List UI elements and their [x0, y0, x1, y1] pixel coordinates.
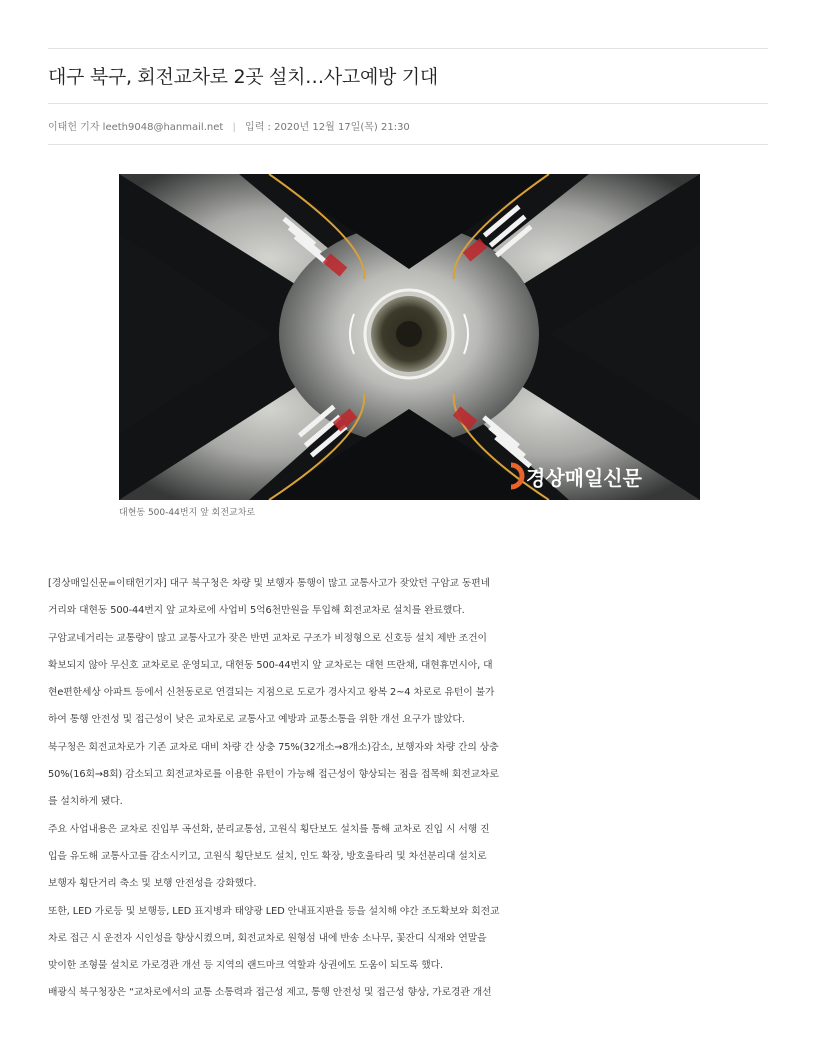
- publish-date: 입력 : 2020년 12월 17일(목) 21:30: [245, 122, 410, 133]
- body-line: 보행자 횡단거리 축소 및 보행 안전성을 강화했다.: [48, 878, 257, 890]
- body-line: 50%(16회→8회) 감소되고 회전교차로를 이용한 유턴이 가능해 접근성이 향상되는 점을 접목해 회전교차로: [48, 769, 499, 781]
- body-line: 입을 유도해 교통사고를 감소시키고, 고원식 횡단보도 설치, 인도 확장, 방호울타리 및 차선분리대 설치로: [48, 850, 487, 862]
- reporter-name: 이태헌 기자: [48, 122, 100, 133]
- body-line: 또한, LED 가로등 및 보행등, LED 표지병과 태양광 LED 안내표지판을 등을 설치해 야간 조도확보와 회전교: [48, 905, 500, 917]
- article-title: 대구 북구, 회전교차로 2곳 설치…사고예방 기대: [48, 66, 438, 88]
- photo-caption: 대현동 500-44번지 앞 회전교차로: [119, 508, 256, 518]
- roundabout-aerial-image: [119, 174, 700, 500]
- watermark-text: 경상매일신문: [526, 466, 642, 490]
- body-line: 차로 접근 시 운전자 시인성을 향상시켰으며, 회전교차로 원형섬 내에 반송 소나무, 꽃잔디 식재와 연말을: [48, 932, 487, 944]
- reporter-email[interactable]: leeth9048@hanmail.net: [102, 122, 224, 133]
- byline: [48, 118, 410, 133]
- body-line: 맞이한 조형물 설치로 가로경관 개선 등 지역의 랜드마크 역할과 상권에도 도움이 되도록 했다.: [48, 960, 444, 972]
- article-photo: [119, 174, 700, 500]
- body-line: 구암교네거리는 교통량이 많고 교통사고가 잦은 반면 교차로 구조가 비정형으로 신호등 설치 제반 조건이: [48, 632, 487, 644]
- byline-separator: |: [232, 122, 236, 133]
- body-line: 를 설치하게 됐다.: [48, 796, 123, 808]
- top-divider: [48, 48, 768, 49]
- title-divider: [48, 103, 768, 104]
- body-line: 거리와 대현동 500-44번지 앞 교차로에 사업비 5억6천만원을 투입해 회전교차로 설치를 완료했다.: [48, 605, 465, 617]
- body-line: 확보되지 않아 무신호 교차로로 운영되고, 대현동 500-44번지 앞 교차로는 대현 뜨란채, 대현휴먼시아, 대: [48, 659, 493, 671]
- body-line: 하여 통행 안전성 및 접근성이 낮은 교차로로 교통사고 예방과 교통소통을 위한 개선 요구가 많았다.: [48, 714, 465, 726]
- body-line: 배광식 북구청장은 “교차로에서의 교통 소통력과 접근성 제고, 통행 안전성 및 접근성 향상, 가로경관 개선: [48, 987, 492, 999]
- body-line: 현e편한세상 아파트 등에서 신천동로로 연결되는 지점으로 도로가 경사지고 왕복 2~4 차로로 유턴이 불가: [48, 687, 495, 699]
- body-line: 북구청은 회전교차로가 기존 교차로 대비 차량 간 상충 75%(32개소→8개소)감소, 보행자와 차량 간의 상충: [48, 741, 499, 753]
- body-line: 주요 사업내용은 교차로 진입부 곡선화, 분리교통섬, 고원식 횡단보도 설치를 통해 교차로 진입 시 서행 진: [48, 823, 490, 835]
- article-body: [48, 570, 772, 1007]
- body-line: [경상매일신문=이태헌기자] 대구 북구청은 차량 및 보행자 통행이 많고 교통사고가 잦았던 구암교 동편네: [48, 578, 490, 589]
- watermark-logo: [511, 465, 643, 490]
- byline-divider: [48, 144, 768, 145]
